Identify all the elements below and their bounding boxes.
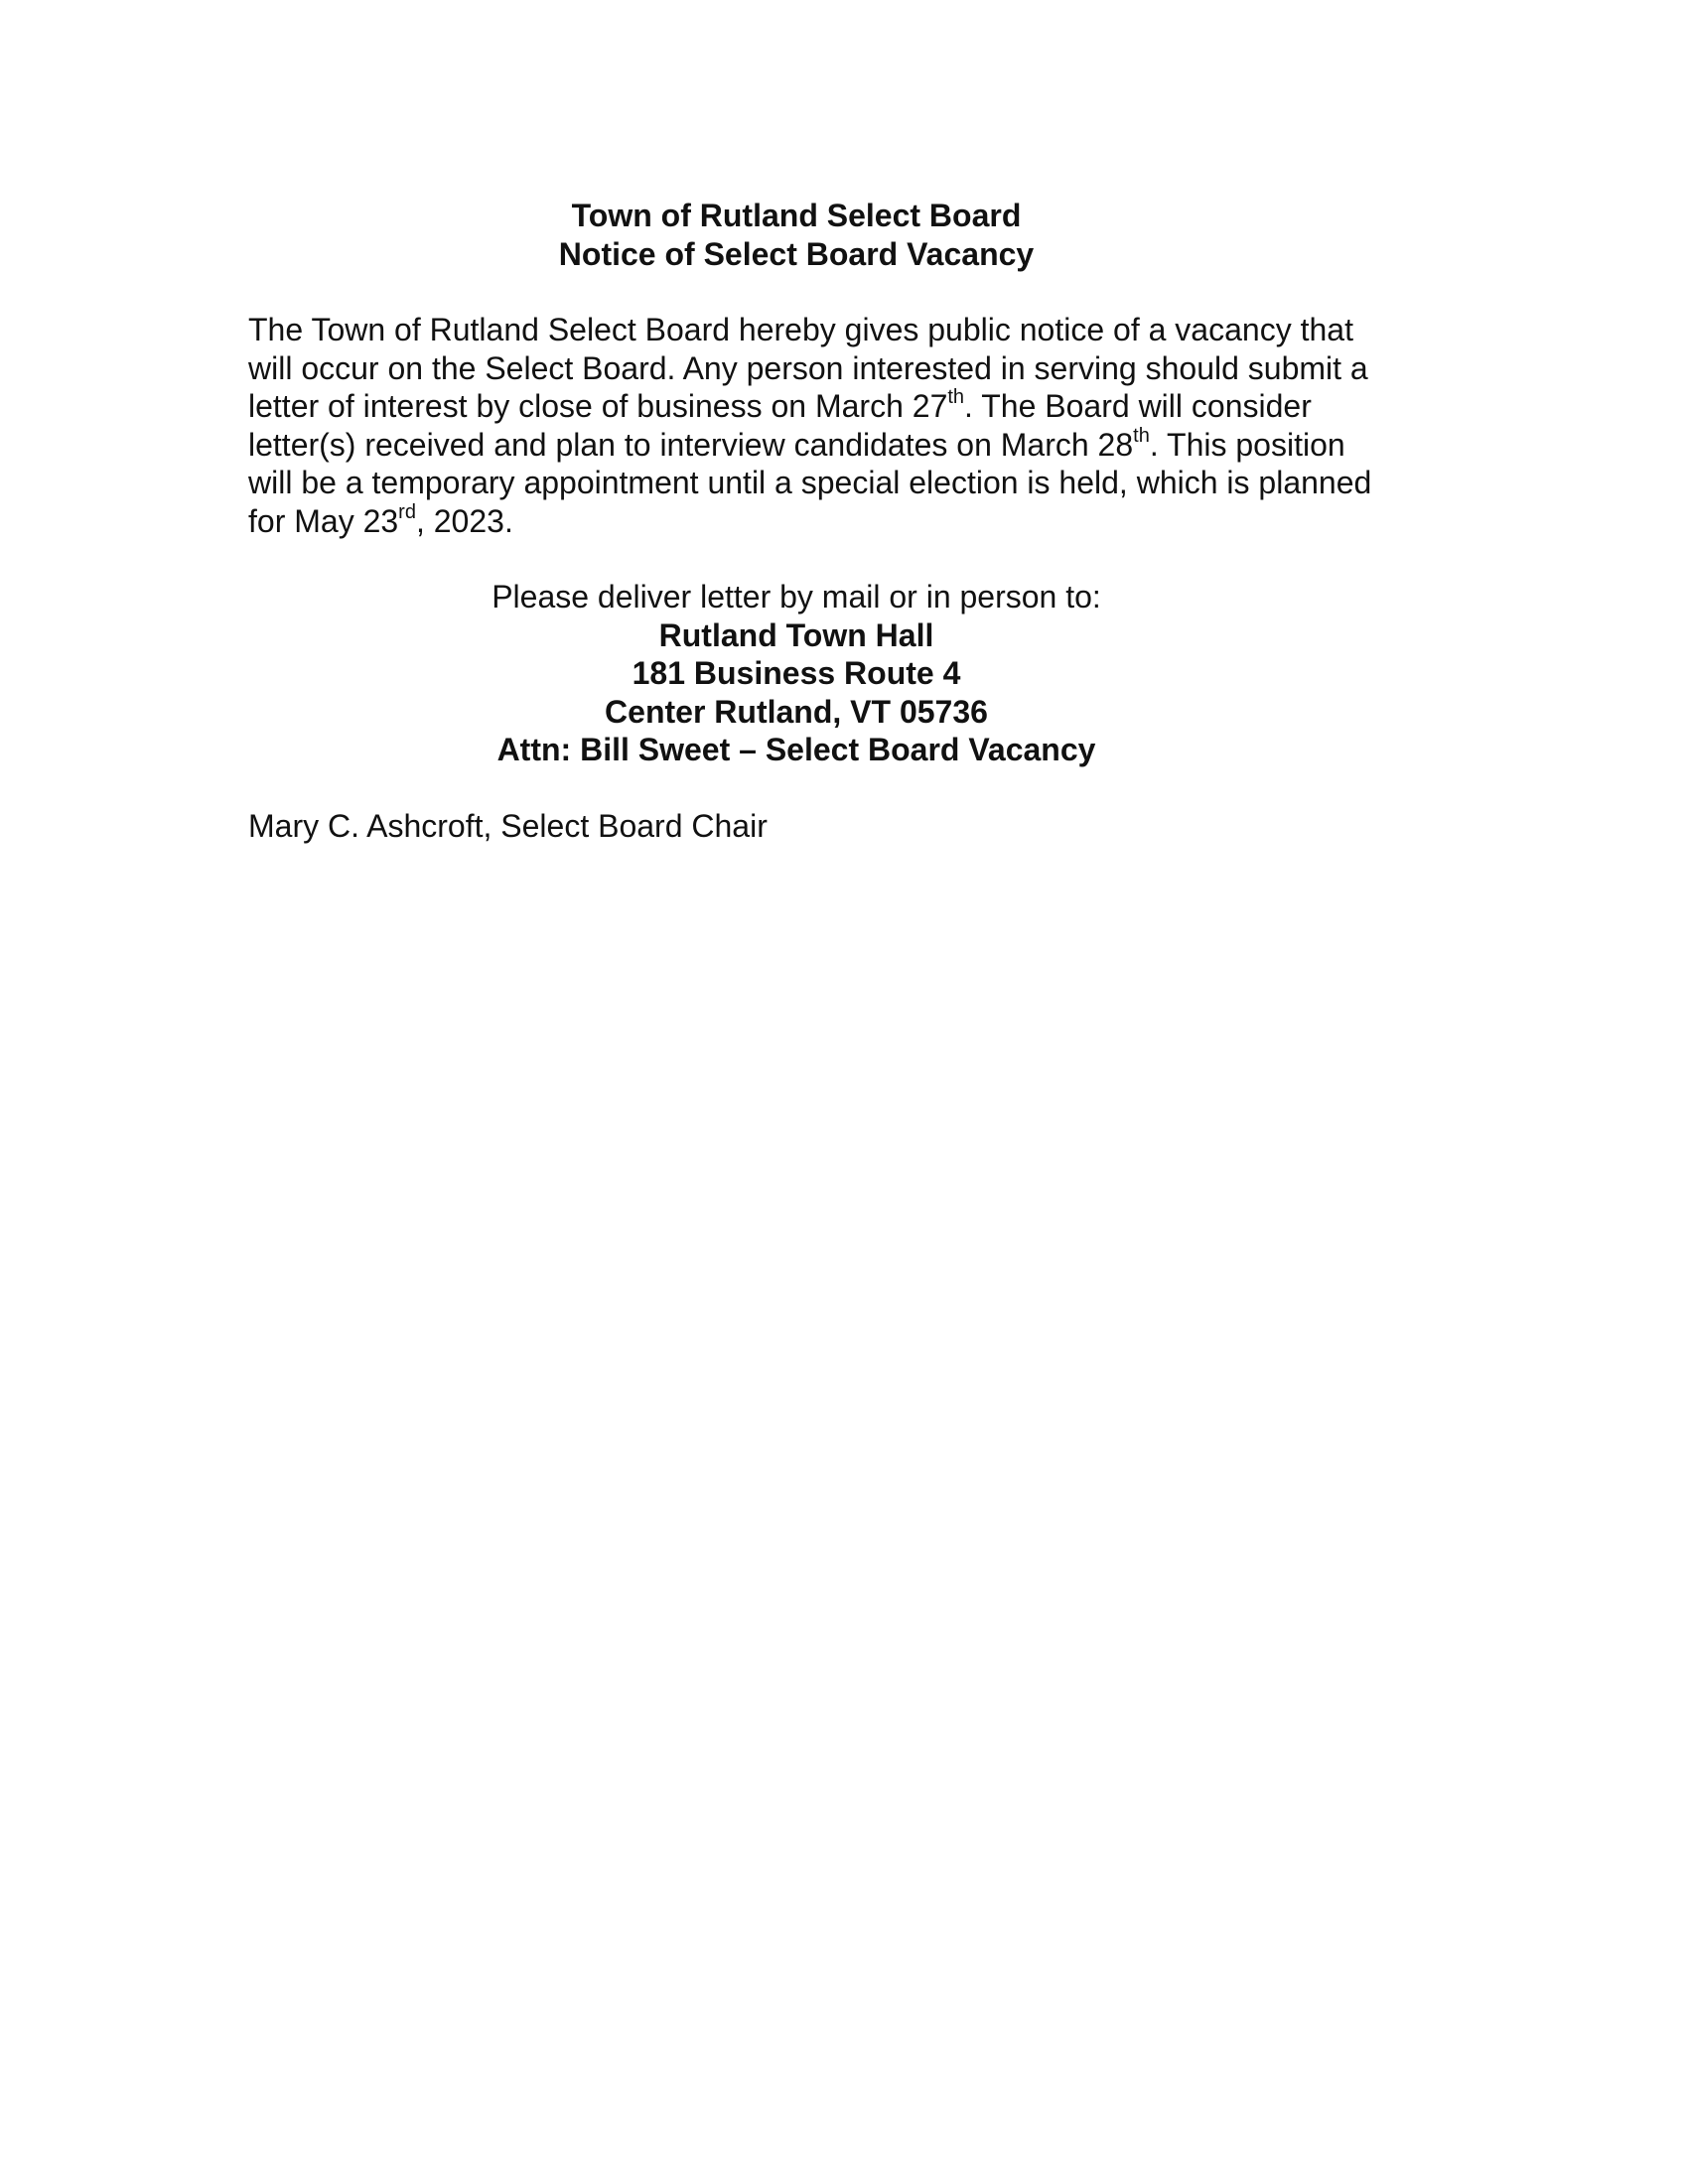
title-line-2: Notice of Select Board Vacancy: [558, 235, 1035, 272]
signature-line: Mary C. Ashcroft, Select Board Chair: [248, 807, 768, 844]
address-line-4: Attn: Bill Sweet – Select Board Vacancy: [496, 732, 1096, 767]
document-content: [248, 197, 1440, 845]
paragraph-line-3-text: letter of interest by close of business on March 27: [248, 388, 948, 424]
address-line-2: 181 Business Route 4: [632, 655, 961, 691]
paragraph-line-3: [248, 387, 1440, 426]
ordinal-suffix: rd: [398, 500, 416, 523]
ordinal-suffix: th: [947, 386, 965, 409]
paragraph-line-1: The Town of Rutland Select Board hereby gives public notice of a vacancy that: [248, 312, 1353, 347]
paragraph-line-6: [248, 502, 1440, 541]
address-line-1: Rutland Town Hall: [658, 616, 934, 653]
paragraph-line-4: [248, 426, 1440, 465]
address-line-3: Center Rutland, VT 05736: [605, 693, 988, 730]
document-heading: [248, 197, 1440, 273]
paragraph-line-5: will be a temporary appointment until a special election is held, which is planned: [248, 465, 1372, 500]
delivery-address-block: [248, 578, 1440, 769]
delivery-intro: Please deliver letter by mail or in person to:: [492, 579, 1101, 614]
notice-paragraph: [248, 311, 1440, 540]
ordinal-suffix: th: [1133, 424, 1150, 447]
paragraph-line-3-tail: . The Board will consider: [964, 388, 1312, 424]
title-line-1: Town of Rutland Select Board: [571, 198, 1022, 233]
paragraph-line-4-tail: . This position: [1149, 426, 1345, 463]
paragraph-line-6-text: for May 23: [248, 502, 399, 539]
paragraph-line-2: will occur on the Select Board. Any person interested in serving should submit a: [248, 349, 1368, 386]
paragraph-line-6-tail: , 2023.: [415, 502, 513, 539]
paragraph-line-4-text: letter(s) received and plan to interview candidates on March 28: [248, 426, 1134, 463]
